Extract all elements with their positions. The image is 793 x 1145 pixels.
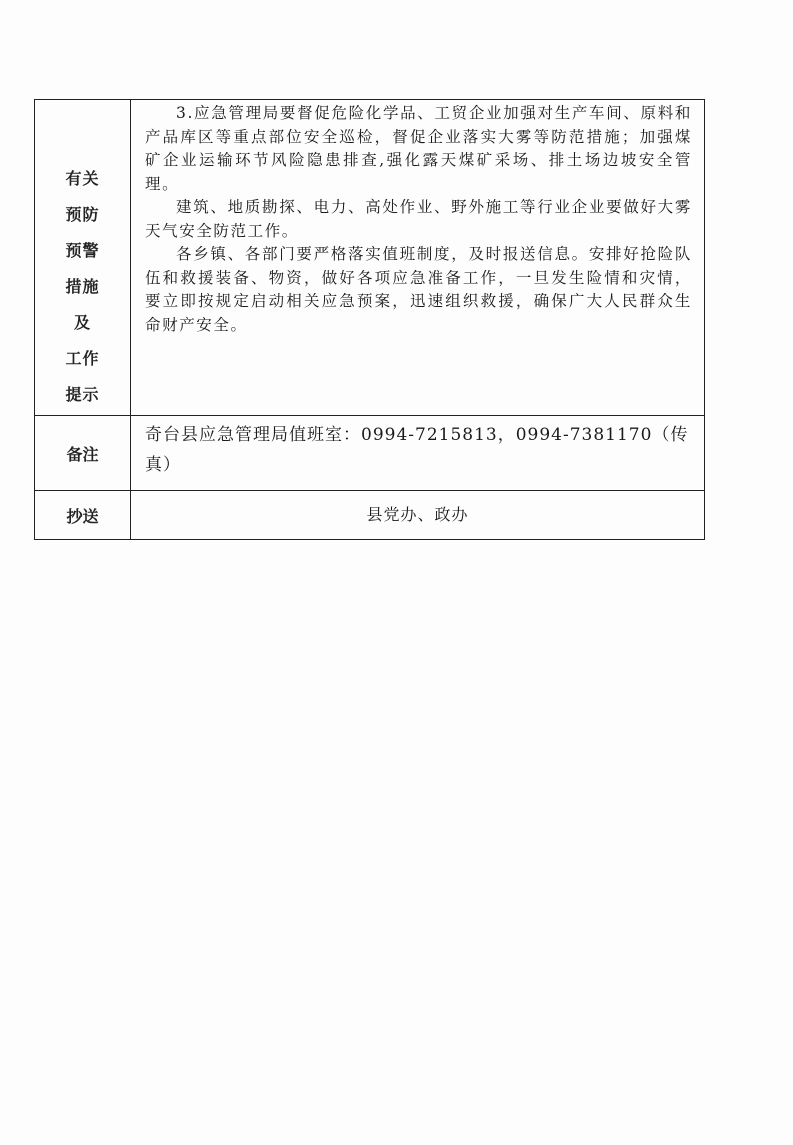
measures-row: [35, 100, 705, 416]
measures-label-line: 措施: [65, 277, 100, 296]
measures-paragraph: 建筑、地质勘探、电力、高处作业、野外施工等行业企业要做好大雾天气安全防范工作。: [145, 198, 692, 240]
measures-content-cell: [131, 100, 705, 416]
measures-label: [35, 100, 130, 415]
measures-paragraph: 各乡镇、各部门要严格落实值班制度，及时报送信息。安排好抢险队伍和救援装备、物资，做好各项应急准备工作，一旦发生险情和灾情，要立即按规定启动相关应急预案，迅速组织救援，确保广大人民群众生命财产安全。: [145, 245, 692, 334]
measures-label-line: 提示: [65, 385, 100, 404]
remarks-row: [35, 416, 705, 491]
measures-label-line: 预防: [65, 205, 100, 224]
cc-label: 抄送: [35, 491, 131, 540]
measures-label-cell: [35, 100, 131, 416]
notice-table: [34, 99, 705, 540]
remarks-text: 奇台县应急管理局值班室：0994-7215813，0994-7381170（传真）: [131, 416, 705, 491]
measures-label-line: 及: [73, 313, 91, 332]
measures-label-line: 工作: [65, 349, 100, 368]
cc-row: [35, 491, 705, 540]
remarks-label: 备注: [35, 416, 131, 491]
measures-paragraph: 3.应急管理局要督促危险化学品、工贸企业加强对生产车间、原料和产品库区等重点部位安全巡检，督促企业落实大雾等防范措施；加强煤矿企业运输环节风险隐患排查,强化露天煤矿采场、排土场边坡安全管理。: [145, 104, 692, 193]
cc-text: 县党办、政办: [131, 491, 705, 540]
measures-label-line: 有关: [65, 169, 100, 188]
measures-label-line: 预警: [65, 241, 100, 260]
